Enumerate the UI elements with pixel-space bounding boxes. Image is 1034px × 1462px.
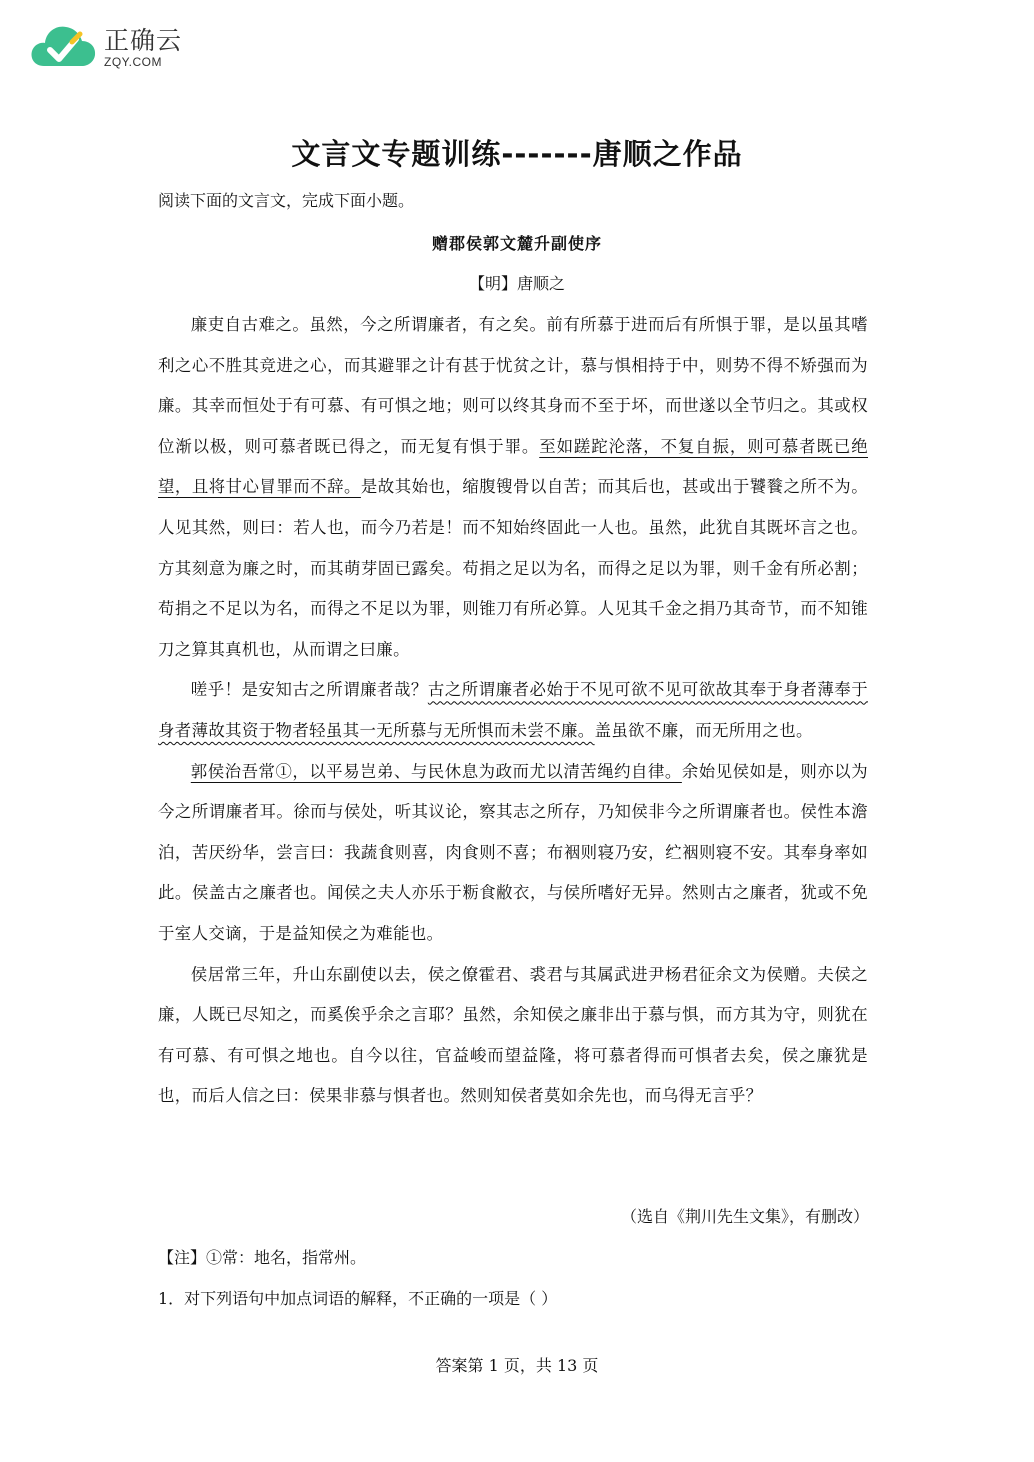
underlined-sentence-2: 郭侯治吾常①，以平易岂弟、与民休息为政而尤以清苦绳约自律。 (190, 761, 682, 781)
paragraph-4: 侯居常三年，升山东副使以去，侯之僚霍君、裘君与其属武进尹杨君征余文为侯赠。夫侯之廉，人既已尽知之，而奚俟乎余之言耶？虽然，余知侯之廉非出于慕与惧，而方其为守，则犹在有可慕、有可惧之地也。自今以往，官益峻而望益隆，将可慕者得而可惧者去矣，侯之廉犹是也，而后人信之曰：侯果非慕与惧者也。然则知侯者莫如余先也，而乌得无言乎？ (158, 964, 868, 1106)
paragraph-2 (158, 670, 868, 751)
passage-title: 赠郡侯郭文麓升副使序 (431, 234, 602, 253)
wavy-underlined-sentence: 古之所谓廉者必始于不见可欲不见可欲故其奉于身者薄奉于身者薄故其资于物者轻虽其一无所慕与无所惧而未尝不廉。 (158, 680, 868, 740)
page-title: 文言文专题训练-------唐顺之作品 (291, 137, 743, 171)
page-footer: 答案第 1 页，共 13 页 (435, 1356, 599, 1375)
brand-logo (28, 20, 182, 76)
paragraph-1 (158, 305, 868, 670)
paragraph-1-text-b: 是故其始也，缩腹锼骨以自苦；而其后也，甚或出于饕餮之所不为。人见其然，则曰：若人也，而今乃若是！而不知始终固此一人也。虽然，此犹自其既坏言之也。方其刻意为廉之时，而其萌芽固已露矣。苟捐之足以为名，而得之足以为罪，则千金有所必割；苟捐之不足以为名，而得之不足以为罪，则锥刀有所必算。人见其千金之捐乃其奇节，而不知锥刀之算其真机也，从而谓之曰廉。 (158, 477, 868, 659)
paragraph-2-text-b: 盖虽欲不廉，而无所用之也。 (594, 720, 813, 740)
passage-author: 【明】唐顺之 (468, 274, 565, 293)
passage-body (158, 305, 868, 1117)
footnote: 【注】①常：地名，指常州。 (158, 1248, 367, 1267)
paragraph-2-text-a: 嗟乎！是安知古之所谓廉者哉？ (190, 680, 428, 700)
question-1: 1．对下列语句中加点词语的解释，不正确的一项是（ ） (158, 1289, 558, 1308)
source-citation: （选自《荆川先生文集》，有删改） (620, 1207, 869, 1226)
logo-domain: ZQY.COM (104, 55, 162, 69)
underlined-sentence-1: 至如蹉跎沦落，不复自振，则可慕者既已绝望，且将甘心冒罪而不辞。 (158, 436, 868, 497)
logo-name: 正确云 (104, 26, 183, 55)
instruction-text: 阅读下面的文言文，完成下面小题。 (158, 191, 415, 210)
cloud-check-icon (28, 20, 98, 76)
paragraph-1-text-a: 廉吏自古难之。虽然，今之所谓廉者，有之矣。前有所慕于进而后有所惧于罪，是以虽其嗜利之心不胜其竞进之心，而其避罪之计有甚于忧贫之计，慕与惧相持于中，则势不得不矫强而为廉。其幸而恒处于有可慕、有可惧之地；则可以终其身而不至于坏，而世遂以全节归之。其或权位渐以极，则可慕者既已得之，而无复有惧于罪。 (158, 315, 868, 456)
paragraph-3-text-b: 余始见侯如是，则亦以为今之所谓廉者耳。徐而与侯处，听其议论，察其志之所存，乃知侯非今之所谓廉者也。侯性本澹泊，苦厌纷华，尝言曰：我蔬食则喜，肉食则不喜；布裀则寝乃安，纻裀则寝不安。其奉身率如此。侯盖古之廉者也。闻侯之夫人亦乐于粝食敝衣，与侯所嗜好无异。然则古之廉者，犹或不免于室人交谪，于是益知侯之为难能也。 (158, 761, 868, 943)
paragraph-3 (158, 752, 868, 955)
